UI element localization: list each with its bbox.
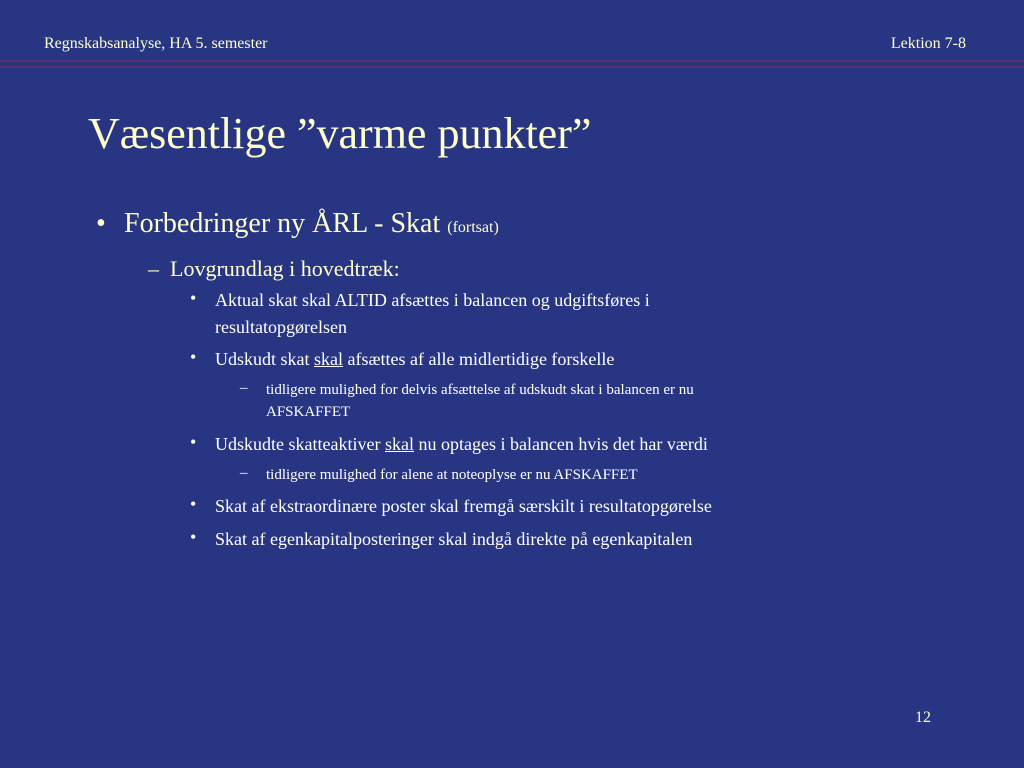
page-number: 12 (915, 709, 931, 726)
list-subitem-line1: tidligere mulighed for alene at noteoplyse er nu AFSKAFFET (266, 467, 638, 483)
header-right: Lektion 7-8 (890, 35, 966, 52)
list-item-text (215, 347, 614, 372)
header-rule-top (0, 60, 1024, 62)
list-item-text (215, 432, 708, 457)
underlined-word: skal (384, 434, 414, 454)
sub-bullet-text: Lovgrundlag i hovedtræk: (170, 256, 400, 281)
dash-marker: – (240, 465, 248, 481)
bullet-marker: • (190, 527, 197, 547)
bullet-marker: • (190, 494, 197, 514)
list-subitem-line1: tidligere mulighed for delvis afsættelse af udskudt skat i balancen er nu (266, 382, 694, 398)
text-part: Udskudte skatteaktiver (215, 434, 385, 454)
dash-marker: – (240, 380, 248, 396)
text-part: nu optages i balancen hvis det har værdi (413, 434, 708, 454)
list-item-text: Skat af ekstraordinære poster skal fremgå særskilt i resultatopgørelse (215, 496, 712, 516)
slide-title: Væsentlige ”varme punkter” (88, 109, 592, 158)
underlined-word: skal (314, 349, 343, 369)
list-subitem-line2: AFSKAFFET (266, 404, 351, 420)
bullet-marker: • (96, 208, 106, 239)
bullet-level1 (96, 208, 499, 240)
list-item-line1: Aktual skat skal ALTID afsættes i balancen og udgiftsføres i (215, 290, 650, 310)
bullet-marker: • (190, 432, 197, 452)
dash-marker: – (148, 256, 159, 281)
bullet-marker: • (190, 288, 197, 308)
bullet-suffix: (fortsat) (447, 219, 499, 236)
list-item-line2: resultatopgørelsen (215, 317, 347, 337)
bullet-marker: • (190, 347, 197, 367)
header-rule-bottom (0, 66, 1024, 68)
bullet-text: Forbedringer ny ÅRL - Skat (124, 208, 441, 239)
text-part: Udskudt skat (215, 349, 314, 369)
list-item-text: Skat af egenkapitalposteringer skal indgå direkte på egenkapitalen (215, 529, 693, 549)
header-left: Regnskabsanalyse, HA 5. semester (44, 35, 268, 52)
text-part: afsættes af alle midlertidige forskelle (343, 349, 615, 369)
bullet-level2 (148, 256, 400, 282)
